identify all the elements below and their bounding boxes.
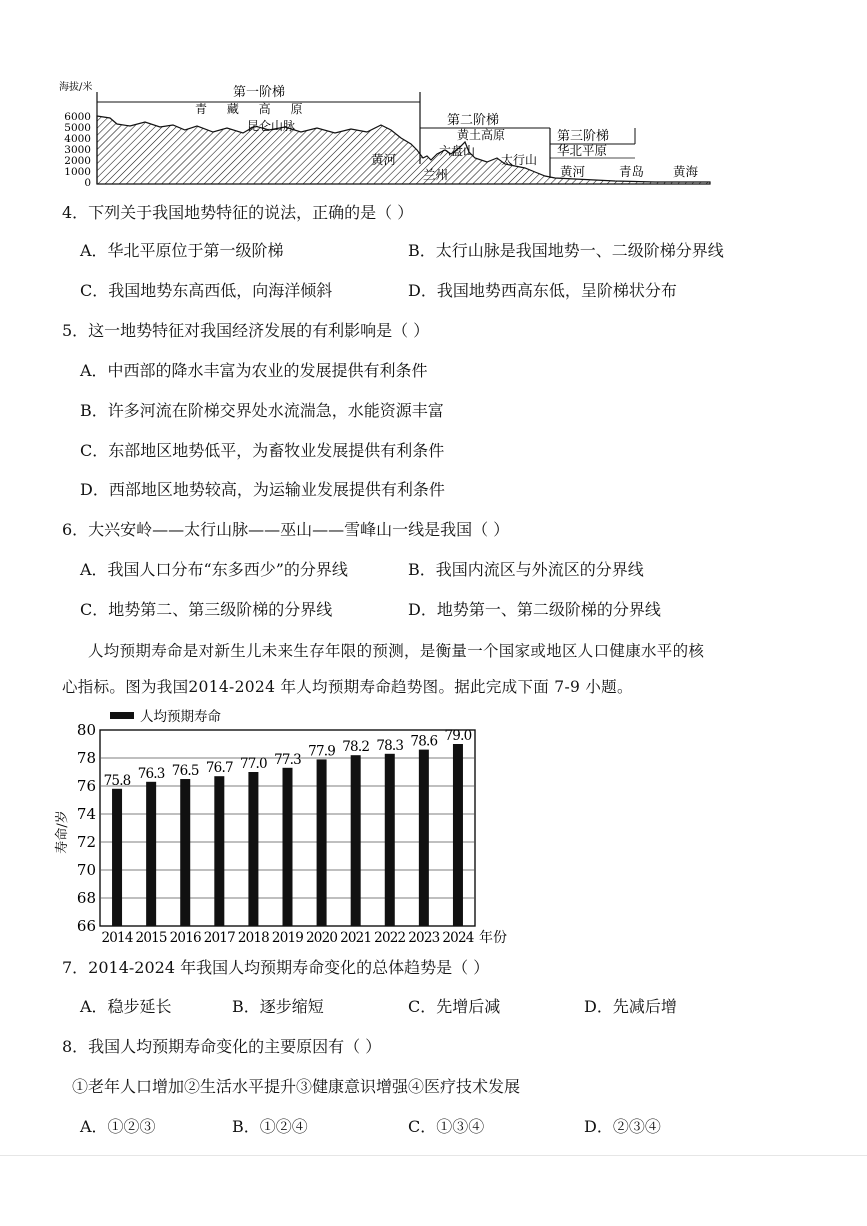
question-8-stem: 8．我国人均预期寿命变化的主要原因有（ ）	[62, 1037, 382, 1056]
x-tick-label: 2014	[101, 930, 133, 946]
y-tick-label: 66	[76, 917, 96, 935]
bar-2024	[453, 744, 463, 926]
step3-title: 第三阶梯	[557, 129, 610, 144]
x-tick-label: 2017	[203, 930, 235, 946]
life-expectancy-chart	[50, 700, 520, 950]
svg-text:6000: 6000	[64, 111, 91, 123]
question-8-factors: ①老年人口增加②生活水平提升③健康意识增强④医疗技术发展	[72, 1077, 521, 1096]
step1-title: 第一阶梯	[233, 85, 286, 100]
data-label: 79.0	[444, 728, 472, 744]
kunlun-mountain-label: 昆仑山脉	[247, 119, 296, 133]
bar-2019	[283, 768, 293, 926]
profile-y-ticks	[64, 111, 91, 189]
question-6-option-a[interactable]: A．我国人口分布“东多西少”的分界线	[80, 560, 348, 579]
legend-label: 人均预期寿命	[140, 709, 221, 725]
qingdao-label: 青岛	[619, 164, 645, 179]
question-7-option-d[interactable]: D．先减后增	[584, 997, 677, 1016]
question-7-option-b[interactable]: B．逐步缩短	[232, 997, 324, 1016]
x-tick-label: 2021	[340, 930, 372, 946]
svg-text:4000: 4000	[64, 133, 91, 145]
bar-2020	[317, 759, 327, 926]
intro-line-2: 心指标。图为我国2014-2024 年人均预期寿命趋势图。据此完成下面 7-9 小题。	[62, 678, 633, 696]
question-4-option-d[interactable]: D．我国地势西高东低，呈阶梯状分布	[408, 281, 677, 300]
data-label: 76.7	[205, 760, 233, 777]
page-bottom-rule	[0, 1155, 867, 1156]
data-label: 76.3	[137, 765, 165, 782]
question-8-option-b[interactable]: B．①②④	[232, 1117, 308, 1136]
x-tick-label: 2023	[408, 930, 440, 946]
x-tick-label: 2024	[442, 930, 474, 946]
svg-text:0: 0	[84, 177, 91, 189]
profile-y-axis-title: 海拔/米	[59, 82, 93, 93]
bar-2023	[419, 750, 429, 926]
x-tick-label: 2018	[237, 930, 269, 946]
yellow-sea-label: 黄海	[673, 164, 699, 179]
x-tick-label: 2016	[169, 930, 201, 946]
step1-region: 青 藏 高 原	[195, 102, 311, 116]
svg-text:3000: 3000	[64, 144, 91, 156]
question-4-option-a[interactable]: A．华北平原位于第一级阶梯	[80, 241, 284, 260]
data-label: 76.5	[171, 763, 199, 779]
y-tick-label: 72	[76, 833, 96, 851]
taihang-mountain-label: 太行山	[501, 153, 538, 167]
y-tick-label: 76	[76, 777, 96, 795]
y-axis-title: 寿命/岁	[55, 810, 70, 854]
x-tick-label: 2015	[135, 930, 167, 946]
bar-2017	[214, 776, 224, 926]
intro-line-1: 人均预期寿命是对新生儿未来生存年限的预测，是衡量一个国家或地区人口健康水平的核	[88, 642, 705, 660]
data-label: 78.2	[342, 739, 370, 756]
data-label: 78.6	[410, 733, 438, 750]
question-7-option-a[interactable]: A．稳步延长	[80, 997, 172, 1016]
question-8-option-d[interactable]: D．②③④	[584, 1117, 661, 1136]
step2-region: 黄土高原	[457, 128, 506, 142]
data-label: 77.3	[274, 751, 301, 768]
question-4-stem: 4．下列关于我国地势特征的说法，正确的是（ ）	[62, 203, 414, 222]
data-label: 77.0	[239, 756, 267, 772]
data-label: 77.9	[308, 743, 336, 760]
legend-swatch	[110, 712, 134, 719]
question-5-stem: 5．这一地势特征对我国经济发展的有利影响是（ ）	[62, 321, 430, 340]
data-label: 75.8	[103, 772, 131, 789]
question-6-stem: 6．大兴安岭——太行山脉——巫山——雪峰山一线是我国（ ）	[62, 520, 510, 539]
bar-2021	[351, 755, 361, 926]
y-tick-label: 74	[76, 805, 96, 823]
question-7-stem: 7．2014-2024 年我国人均预期寿命变化的总体趋势是（ ）	[62, 958, 490, 977]
terrain-profile-figure	[55, 78, 720, 190]
x-tick-label: 2020	[306, 930, 338, 946]
question-4-option-b[interactable]: B．太行山脉是我国地势一、二级阶梯分界线	[408, 241, 724, 260]
lanzhou-label: 兰州	[423, 167, 449, 182]
svg-text:2000: 2000	[64, 155, 91, 167]
svg-text:5000: 5000	[64, 122, 91, 134]
bar-2015	[146, 782, 156, 926]
question-4-option-c[interactable]: C．我国地势东高西低，向海洋倾斜	[80, 281, 333, 300]
step2-title: 第二阶梯	[447, 113, 500, 128]
question-7-option-c[interactable]: C．先增后减	[408, 997, 501, 1016]
svg-text:1000: 1000	[64, 166, 91, 178]
question-5-option-d[interactable]: D．西部地区地势较高，为运输业发展提供有利条件	[80, 480, 445, 499]
y-tick-label: 78	[76, 749, 96, 767]
question-5-option-b[interactable]: B．许多河流在阶梯交界处水流湍急，水能资源丰富	[80, 401, 444, 420]
step3-region: 华北平原	[557, 143, 608, 158]
yellow-river-label-2: 黄河	[560, 164, 586, 179]
bar-2014	[112, 789, 122, 926]
x-tick-label: 2019	[271, 930, 304, 946]
question-6-option-c[interactable]: C．地势第二、第三级阶梯的分界线	[80, 600, 333, 619]
question-6-option-d[interactable]: D．地势第一、第二级阶梯的分界线	[408, 600, 661, 619]
y-tick-label: 80	[76, 721, 96, 739]
data-label: 78.3	[376, 737, 404, 754]
question-5-option-c[interactable]: C．东部地区地势低平，为畜牧业发展提供有利条件	[80, 441, 445, 460]
question-8-option-a[interactable]: A．①②③	[80, 1117, 156, 1136]
yellow-river-label-1: 黄河	[371, 152, 397, 167]
question-8-option-c[interactable]: C．①③④	[408, 1117, 485, 1136]
liupan-mountain-label: 六盘山	[439, 144, 476, 158]
bar-2016	[180, 779, 190, 926]
y-tick-label: 70	[76, 861, 96, 879]
question-5-option-a[interactable]: A．中西部的降水丰富为农业的发展提供有利条件	[80, 361, 428, 380]
y-tick-label: 68	[76, 889, 96, 907]
question-6-option-b[interactable]: B．我国内流区与外流区的分界线	[408, 560, 644, 579]
x-axis-title: 年份	[479, 930, 507, 946]
bar-2018	[248, 772, 258, 926]
x-tick-label: 2022	[374, 930, 406, 946]
bar-2022	[385, 754, 395, 926]
